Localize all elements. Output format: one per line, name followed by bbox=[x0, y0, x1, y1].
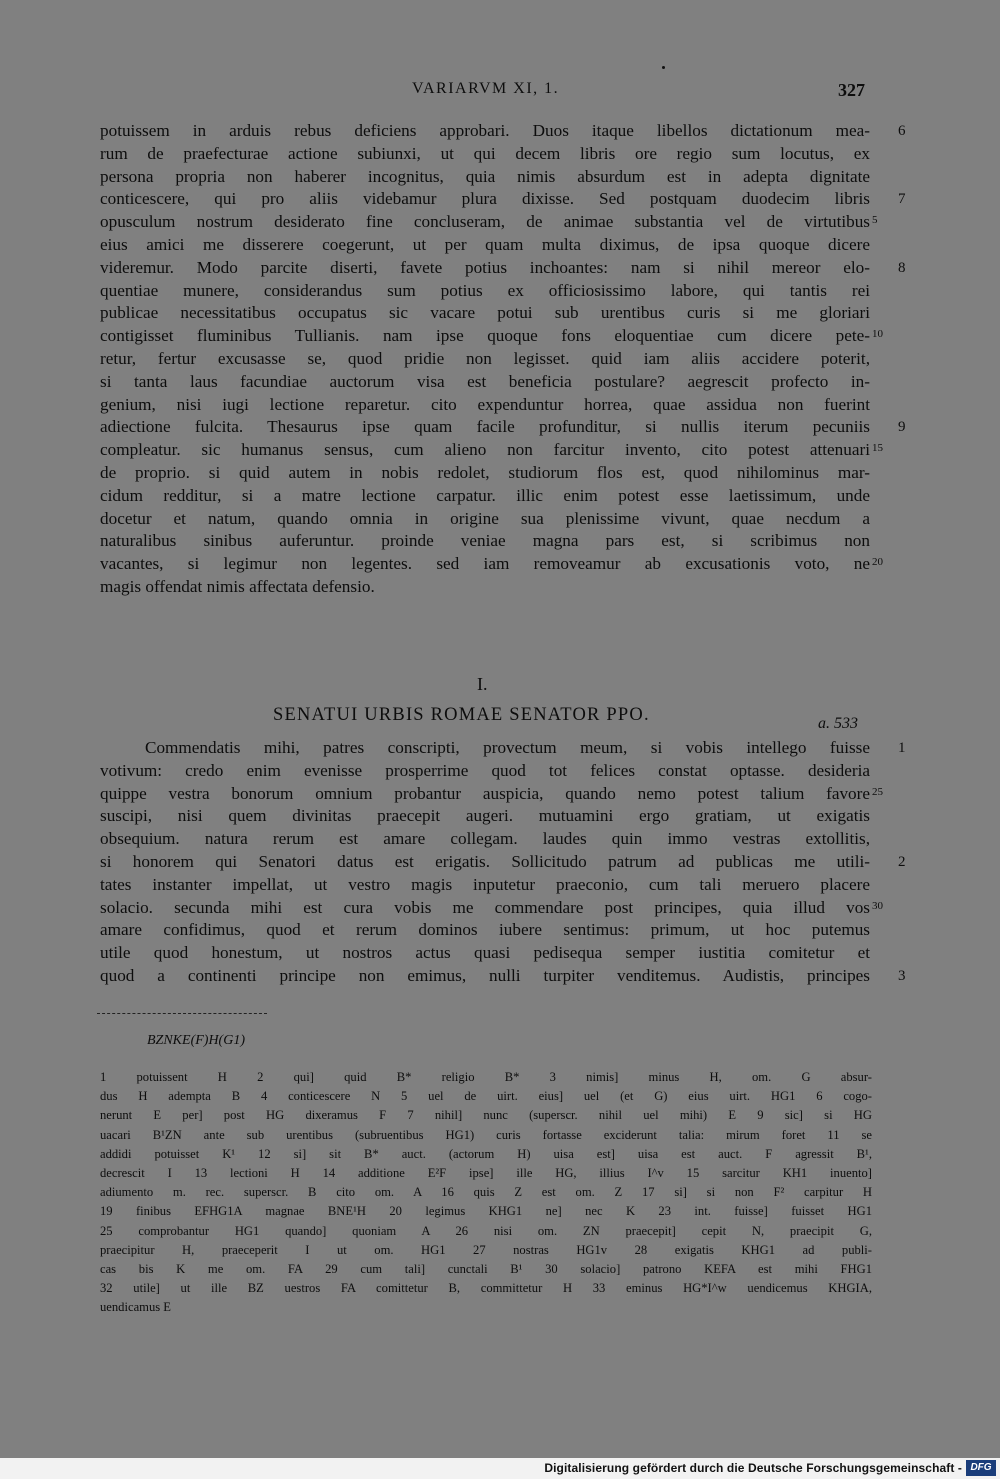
letter-text bbox=[100, 737, 906, 988]
preface-line bbox=[100, 348, 870, 371]
letter-line bbox=[100, 828, 870, 851]
preface-line-text: videremur. Modo parcite diserti, favete potius inchoantes: nam si nihil mereor elo- bbox=[100, 257, 870, 277]
apparatus-line: nerunt E per] post HG dixeramus F 7 nihil] nunc (superscr. nihil uel mihi) E 9 sic] si HG bbox=[100, 1108, 872, 1123]
letter-line bbox=[100, 874, 870, 897]
preface-line bbox=[100, 280, 870, 303]
preface-line-text: cidum redditur, si a matre lectione carpatur. illic enim potest esse laetissimum, unde bbox=[100, 485, 870, 505]
preface-line-text: conticescere, qui pro aliis videbamur plura dixisse. Sed postquam duodecim libris bbox=[100, 189, 870, 209]
letter-line bbox=[100, 965, 906, 988]
preface-line bbox=[100, 120, 906, 143]
apparatus-line: uacari B¹ZN ante sub urentibus (subruentibus HG1) curis fortasse exciderunt talia: mirum foret 11 se bbox=[100, 1127, 872, 1142]
apparatus-line: praecipitur H, praeceperit I ut om. HG1 27 nostras HG1v 28 exigatis KHG1 ad publi- bbox=[100, 1242, 872, 1257]
section-number: 3 bbox=[898, 967, 906, 984]
preface-line-text: retur, fertur excusasse se, quod pridie non legisset. quid iam aliis accidere poterit, bbox=[100, 348, 870, 368]
letter-line-text: Commendatis mihi, patres conscripti, provectum meum, si vobis intellego fuisse bbox=[145, 738, 870, 757]
preface-line-text: opusculum nostrum desiderato fine concluseram, de animae substantia vel de virtutibus bbox=[100, 212, 870, 232]
preface-line-text: compleatur. sic humanus sensus, cum alieno non farcitur invento, cito potest attenuari bbox=[100, 440, 870, 460]
line-number: 10 bbox=[872, 328, 883, 341]
section-number: 8 bbox=[898, 259, 906, 276]
preface-line bbox=[100, 394, 870, 417]
apparatus-line: 32 utile] ut ille BZ uestros FA comittetur B, committetur H 33 eminus HG*I^w uendicemus KHGIA, bbox=[100, 1281, 872, 1296]
preface-line bbox=[100, 188, 906, 211]
line-number: 15 bbox=[872, 442, 883, 455]
apparatus-line: addidi potuisset K¹ 12 si] sit B* auct. (actorum H) uisa est] uisa est auct. F agressit B¹, bbox=[100, 1146, 872, 1161]
preface-line-text: magis offendat nimis affectata defensio. bbox=[100, 576, 375, 596]
letter-line-text: obsequium. natura rerum est amare collegam. laudes quin immo vestras extollitis, bbox=[100, 829, 870, 849]
letter-line-text: votivum: credo enim evenisse prosperrime quod tot felices constat optasse. desideria bbox=[100, 760, 870, 780]
apparatus-line: decrescit I 13 lectioni H 14 additione E²F ipse] ille HG, illius I^v 15 sarcitur KH1 inuento] bbox=[100, 1165, 872, 1180]
preface-line-text: rum de praefecturae actione subiunxi, ut qui decem libris ore regio sum locutus, ex bbox=[100, 143, 870, 163]
letter-date: a. 533 bbox=[818, 715, 858, 732]
digitization-footer bbox=[0, 1458, 1000, 1479]
manuscript-sigla: BZNKE(F)H(G1) bbox=[147, 1033, 245, 1048]
preface-line bbox=[100, 416, 906, 439]
preface-line bbox=[100, 371, 870, 394]
preface-line bbox=[100, 234, 870, 257]
letter-line-text: quippe vestra bonorum omnium probantur auspicia, quando nemo potest talium favore bbox=[100, 783, 870, 803]
apparatus-line: 25 comprobantur HG1 quando] quoniam A 26 nisi om. ZN praecepit] cepit N, praecipit G, bbox=[100, 1223, 872, 1238]
section-number: 9 bbox=[898, 419, 906, 436]
critical-apparatus bbox=[100, 1068, 872, 1317]
section-number: 6 bbox=[898, 123, 906, 139]
letter-line-text: quod a continenti principe non emimus, nulli turpiter venditemus. Audistis, principes bbox=[100, 965, 870, 985]
apparatus-line: dus H adempta B 4 conticescere N 5 uel de uirt. eius] uel (et G) eius uirt. HG1 6 cogo- bbox=[100, 1089, 872, 1104]
preface-line bbox=[100, 530, 870, 553]
letter-line-text: tates instanter impellat, ut vestro magis inputetur praeconio, cum tali meruero placere bbox=[100, 874, 870, 894]
letter-line bbox=[100, 783, 883, 806]
digitization-notice: Digitalisierung gefördert durch die Deutsche Forschungsgemeinschaft - bbox=[544, 1461, 962, 1475]
apparatus-line: uendicamus E bbox=[100, 1300, 171, 1315]
apparatus-line: 19 finibus EFHG1A magnae BNE¹H 20 legimus KHG1 ne] nec K 23 int. fuisse] fuisset HG1 bbox=[100, 1204, 872, 1219]
preface-line bbox=[100, 439, 883, 462]
letter-line bbox=[100, 942, 870, 965]
letter-line bbox=[100, 805, 870, 828]
preface-line-text: adiectione fulcita. Thesaurus ipse quam facile profunditur, si nullis iterum pecuniis bbox=[100, 417, 870, 437]
apparatus-line: adiumento m. rec. superscr. B cito om. A 16 quis Z est om. Z 17 si] si non F² carpitur H bbox=[100, 1185, 872, 1200]
preface-line bbox=[100, 325, 883, 348]
apparatus-separator bbox=[97, 1013, 267, 1016]
page-number: 327 bbox=[838, 80, 865, 100]
section-number: 7 bbox=[898, 191, 906, 208]
letter-line-text: suscipi, nisi quem divinitas praecepit augeri. mutuamini ergo gratiam, ut exigatis bbox=[100, 806, 870, 826]
letter-line bbox=[100, 760, 870, 783]
preface-line-text: eius amici me disserere coegerunt, ut per quam multa diximus, de ipsa quoque dicere bbox=[100, 234, 870, 254]
preface-line bbox=[100, 143, 870, 166]
preface-line-text: contigisset fluminibus Tullianis. nam ipse quoque fons eloquentiae cum dicere pete- bbox=[100, 326, 870, 346]
preface-line bbox=[100, 211, 878, 234]
letter-line-text: utile quod honestum, ut nostros actus quasi pedisequa semper iustitia comitetur et bbox=[100, 943, 870, 963]
preface-line-text: genium, nisi iugi lectione reparetur. cito expenduntur horrea, quae assidua non fuerint bbox=[100, 394, 870, 414]
print-speck bbox=[662, 66, 665, 69]
preface-line bbox=[100, 302, 870, 325]
preface-line-text: potuissem in arduis rebus deficiens approbari. Duos itaque libellos dictationum mea- bbox=[100, 121, 870, 140]
line-number: 25 bbox=[872, 785, 883, 798]
section-number: 1 bbox=[898, 740, 906, 756]
letter-line-text: amare confidimus, quod et rerum dominos iubere sentimus: primum, ut hoc putemus bbox=[100, 920, 870, 940]
running-title: VARIARVM XI, 1. bbox=[412, 80, 560, 97]
preface-line-text: publicae necessitatibus occupatus sic vacare potui sub urentibus curis si me gloriari bbox=[100, 303, 870, 323]
preface-line-text: de proprio. si quid autem in nobis redolet, studiorum flos est, quod nihilominus mar- bbox=[100, 462, 870, 482]
letter-line bbox=[100, 919, 870, 942]
preface-line bbox=[100, 257, 906, 280]
line-number: 5 bbox=[872, 214, 878, 227]
preface-line-text: si tanta laus facundiae auctorum visa est beneficia postulare? aegrescit profecto in- bbox=[100, 371, 870, 391]
preface-line-text: persona propria non haberer incognitus, quia nimis absurdum est in adepta dignitate bbox=[100, 166, 870, 186]
running-head bbox=[0, 80, 1000, 104]
line-number: 30 bbox=[872, 899, 883, 912]
letter-line bbox=[100, 897, 883, 920]
preface-line bbox=[100, 485, 870, 508]
preface-line bbox=[100, 576, 870, 599]
section-number: 2 bbox=[898, 853, 906, 870]
letter-line bbox=[100, 851, 906, 874]
apparatus-line: 1 potuissent H 2 qui] quid B* religio B* 3 nimis] minus H, om. G absur- bbox=[100, 1070, 872, 1084]
preface-line bbox=[100, 508, 870, 531]
letter-number: I. bbox=[477, 674, 488, 694]
letter-line bbox=[100, 737, 906, 760]
letter-line-text: solacio. secunda mihi est cura vobis me commendare post principes, quia illud vos bbox=[100, 897, 870, 917]
preface-line-text: vacantes, si legimur non legentes. sed iam removeamur ab excusationis voto, ne bbox=[100, 554, 870, 574]
dfg-logo: DFG bbox=[966, 1460, 996, 1476]
preface-line bbox=[100, 462, 870, 485]
apparatus-line: cas bis K me om. FA 29 cum tali] cunctali B¹ 30 solacio] patrono KEFA est mihi FHG1 bbox=[100, 1261, 872, 1276]
preface-line-text: docetur et natum, quando omnia in origine sua plenissime vivunt, quae necdum a bbox=[100, 508, 870, 528]
preface-line bbox=[100, 553, 883, 576]
preface-line-text: naturalibus sinibus auferuntur. proinde veniae magna pars est, si scribimus non bbox=[100, 531, 870, 551]
letter-line-text: si honorem qui Senatori datus est erigatis. Sollicitudo patrum ad publicas me utili- bbox=[100, 851, 870, 871]
preface-line-text: quentiae munere, considerandus sum potius ex officiosissimo labore, qui tantis rei bbox=[100, 280, 870, 300]
preface-line bbox=[100, 166, 870, 189]
line-number: 20 bbox=[872, 556, 883, 569]
letter-title: SENATUI URBIS ROMAE SENATOR PPO. bbox=[273, 705, 650, 725]
preface-text bbox=[100, 120, 906, 599]
